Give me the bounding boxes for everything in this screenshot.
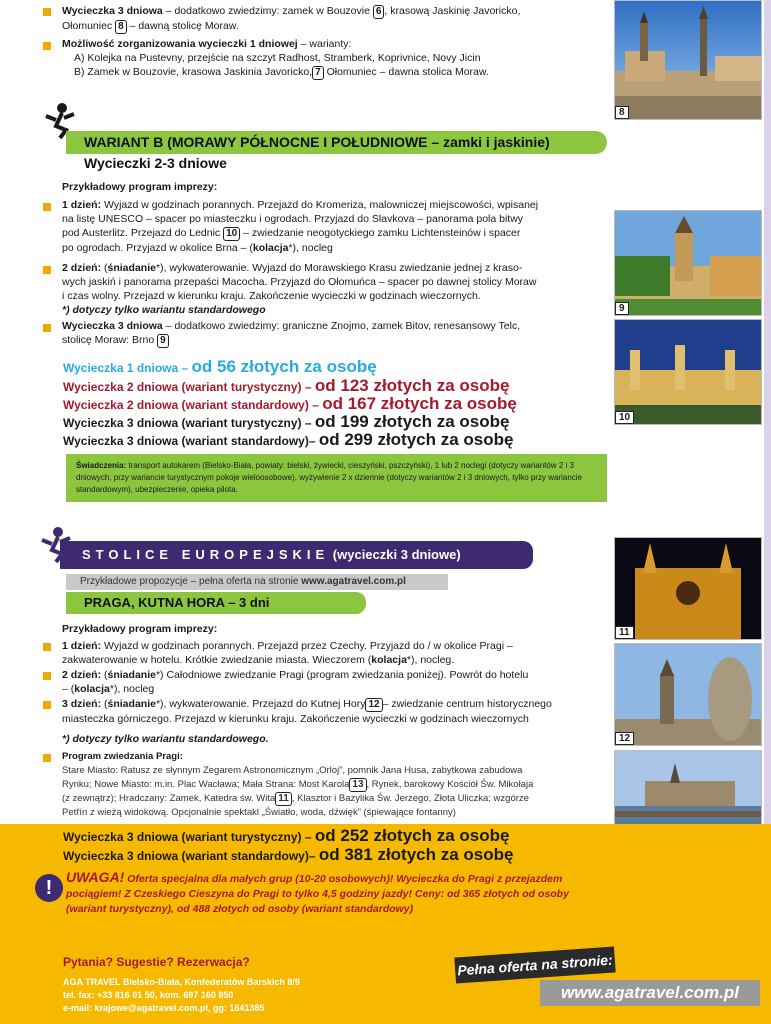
price-value: od 199 złotych za osobę: [314, 412, 510, 431]
bold-text: UWAGA!: [66, 869, 125, 885]
bullet-square: [43, 324, 51, 332]
bullet-square: [43, 266, 51, 274]
bold-text: 2 dzień:: [62, 262, 102, 274]
price-label: Wycieczka 2 dniowa (wariant turystyczny) –: [63, 380, 315, 394]
bullet-square: [43, 754, 51, 762]
price-value: od 56 złotych za osobę: [191, 357, 377, 376]
photo-ref-badge: 13: [349, 778, 366, 792]
day-1-text: [62, 198, 607, 255]
photo-number: 10: [615, 411, 634, 424]
bold-text: kolacja: [371, 654, 407, 666]
bold-text: Wycieczka 3 dniowa: [62, 5, 163, 17]
price-row-2: [63, 376, 509, 396]
praga-day-2: [62, 668, 607, 696]
text: , Rynek, barokowy Kościół Św. Mikołaja: [366, 779, 534, 790]
price-label: Wycieczka 3 dniowa (wariant standardowy)–: [63, 849, 319, 863]
text: (wycieczki 3 dniowe): [329, 547, 461, 562]
bold-text: Świadczenia:: [76, 461, 127, 470]
price-value: od 252 złotych za osobę: [314, 826, 510, 845]
text: Wyjazd w godzinach porannych. Przejazd przez Czechy. Przyjazd do / w okolice Pragi –: [101, 640, 513, 652]
text: , Klasztor i Bazylika Św. Jerzego, Złota Uliczka; wzgórze: [291, 793, 529, 804]
offer-label-box: Pełna oferta na stronie:: [454, 946, 615, 983]
bullet-square: [43, 8, 51, 16]
photo-lednice-svg: [615, 320, 761, 424]
text: miasteczka górniczego. Przejazd w kierunku kraju. Zakończenie wycieczki w godzinach wieczornych: [62, 713, 529, 725]
price-row-4: [63, 412, 509, 432]
photo-olomouc: [614, 0, 762, 120]
photo-olomouc-svg: [615, 1, 761, 119]
photo-ref-badge: 8: [115, 20, 127, 34]
top-bullet-1: [62, 4, 607, 34]
bold-text: śniadanie: [107, 669, 156, 681]
photo-ref-badge: 9: [157, 334, 169, 348]
price-value: od 167 złotych za osobę: [322, 394, 517, 413]
text: zakwaterowanie w hotelu. Krótkie zwiedzanie miasta. Wieczorem (: [62, 654, 372, 666]
bold-text: kolacja: [74, 683, 110, 695]
praga-note: [62, 732, 269, 746]
praga-price-row-1: [63, 826, 509, 846]
photo-ref-badge: 10: [223, 227, 240, 241]
bullet-square: [43, 42, 51, 50]
top-bullet-2: [62, 37, 607, 80]
bullet-square: [43, 672, 51, 680]
price-label: Wycieczka 2 dniowa (wariant standardowy) –: [63, 398, 323, 412]
phone: tel. fax: +33 816 01 50, kom. 697 160 850: [63, 990, 234, 1000]
footer-contact: [63, 976, 300, 1015]
bold-text: 1 dzień:: [62, 640, 102, 652]
option-b: B) Zamek w Bouzovie, krasowa Jaskinia Javoricko,: [74, 66, 313, 78]
price-label: Wycieczka 3 dniowa (wariant standardowy)–: [63, 434, 319, 448]
text: – dodatkowo zwiedzimy: graniczne Znojmo, zamek Bitov, renesansowy Telc,: [162, 320, 521, 332]
text: Przykładowe propozycje – pełna oferta na stronie: [80, 576, 302, 587]
day-3-text: [62, 319, 607, 348]
price-row-3: [63, 394, 517, 414]
text: stolicę Moraw: Brno: [62, 334, 158, 346]
photo-number: 12: [615, 732, 634, 745]
price-label: Wycieczka 3 dniowa (wariant turystyczny) –: [63, 416, 315, 430]
text: (: [101, 669, 108, 681]
text: transport autokarem (Bielsko-Biała, powiaty: bielski, żywiecki, cieszyński, pszczyński), 1 lub 2 noclegi (dotyczy wariantów 2 i 3 dniowych, przy wariancie turystycznym pokoje wieloosobowe), wyżywienie 2 x dziennie (dotyczy wariantów 2 i 3 dniowych, tylko przy wariancie standardowym), ubezpieczenie, opieka pilota.: [76, 461, 582, 494]
wariant-b-subtitle: Wycieczki 2-3 dniowe: [84, 155, 227, 171]
email: e-mail: krajowe@agatravel.com.pl, gg: 1641385: [63, 1003, 265, 1013]
note: *) dotyczy tylko wariantu standardowego: [62, 304, 266, 316]
program-label: Przykładowy program imprezy:: [62, 623, 218, 635]
text: (: [101, 262, 108, 274]
photo-charles-bridge-statue: [614, 643, 762, 746]
praga-day-1: [62, 639, 607, 667]
address: AGA TRAVEL Bielsko-Biała, Konfederatów Barskich 8/9: [63, 977, 300, 987]
photo-lednice: [614, 319, 762, 425]
text: Oferta specjalna dla małych grup (10-20 osobowych)! Wycieczka do Pragi z przejazdem pociągiem! Z Czeskiego Cieszyna do Pragi to tylko 4,5 godziny jazdy! Ceny: od 365 złotych od osoby (wariant turystyczny), od 488 złotych od osoby (wariant standardowy): [66, 873, 569, 915]
text: Ołomuniec – dawna stolica Moraw.: [323, 66, 489, 78]
photo-number: 8: [615, 106, 629, 119]
text: Wyjazd w godzinach porannych. Przejazd do Kromeriza, malowniczej miejscowości, wpisanej: [101, 199, 539, 211]
text: *), nocleg.: [406, 654, 455, 666]
text: (: [101, 698, 108, 710]
photo-ref-badge: 12: [365, 698, 382, 712]
offer-url-box[interactable]: www.agatravel.com.pl: [540, 980, 760, 1006]
text: – zwiedzanie centrum historycznego: [382, 698, 552, 710]
note: *) dotyczy tylko wariantu standardowego.: [62, 733, 269, 745]
bold-text: kolacja: [252, 242, 289, 254]
bold-text: śniadanie: [107, 262, 156, 274]
photo-number: 9: [615, 302, 629, 315]
price-value: od 123 złotych za osobę: [314, 376, 510, 395]
text: na listę UNESCO – spacer po miasteczku i ogrodach. Przyjazd do Slavkova – panorama pola bitwy: [62, 213, 524, 225]
text: po ogrodach. Przyjazd w okolice Brna – (: [62, 242, 253, 254]
photo-prague-cathedral: [614, 537, 762, 640]
bold-text: 2 dzień:: [62, 669, 102, 681]
text: *), nocleg: [288, 242, 333, 254]
text: Stare Miasto: Ratusz ze słynnym Zegarem Astronomicznym „Orloj”, pomnik Jana Husa, zabytkowa zabudowa: [62, 765, 523, 776]
photo-kromeriz-svg: [615, 211, 761, 315]
wariant-b-title: WARIANT B (MORAWY PÓŁNOCNE I POŁUDNIOWE – zamki i jaskinie): [84, 134, 550, 150]
alert-icon: !: [35, 874, 63, 902]
text: *), wykwaterowanie. Przejazd do Kutnej Hory: [155, 698, 366, 710]
price-row-5: [63, 430, 513, 450]
propozycje-text: [80, 576, 406, 587]
text: – dawną stolicę Moraw.: [126, 20, 239, 32]
text: , krasową Jaskinię Javoricko,: [384, 5, 521, 17]
bold-text: 3 dzień:: [62, 698, 102, 710]
text: i czas wolny. Przejazd w kierunku kraju. Zakończenie wycieczki w godzinach wieczornych.: [62, 290, 481, 302]
text: – (: [62, 683, 75, 695]
price-row-1: [63, 357, 377, 377]
text: – warianty:: [297, 38, 352, 50]
text: pod Austerlitz. Przejazd do Lednic: [62, 227, 224, 239]
option-a: A) Kolejka na Pustevny, przejście na szczyt Radhost, Stramberk, Koprivnice, Novy Jicin: [74, 52, 481, 64]
price-value: od 381 złotych za osobę: [318, 845, 514, 864]
program-zwiedzania: [62, 750, 607, 820]
photo-charles-bridge-statue-svg: [615, 644, 761, 745]
praga-price-row-2: [63, 845, 513, 865]
program-label: Przykładowy program imprezy:: [62, 181, 218, 193]
swiadczenia-box: [66, 454, 607, 502]
price-value: od 299 złotych za osobę: [318, 430, 514, 449]
bullet-square: [43, 701, 51, 709]
text: Petřín z wieżą widokową. Opcjonalnie spektakl „Światło, woda, dźwięk” (śpiewające fontanny): [62, 807, 456, 818]
text: *), wykwaterowanie. Wyjazd do Morawskiego Krasu zwiedzanie jednej z kraso-: [155, 262, 523, 274]
footer-question: Pytania? Sugestie? Rezerwacja?: [63, 955, 250, 969]
photo-number: 11: [615, 626, 634, 639]
photo-kromeriz: [614, 210, 762, 316]
bold-text: Możliwość zorganizowania wycieczki 1 dniowej: [62, 38, 298, 50]
text: STOLICE EUROPEJSKIE: [82, 547, 330, 562]
bullet-square: [43, 203, 51, 211]
text: – zwiedzanie neogotyckiego zamku Lichtensteinów i spacer: [240, 227, 521, 239]
day-2-text: [62, 261, 607, 317]
text: Rynku; Nowe Miasto: m.in. Plac Wacława; Mała Strana: Most Karola: [62, 779, 350, 790]
text: *) Całodniowe zwiedzanie Pragi (program zwiedzania poniżej). Powrót do hotelu: [155, 669, 529, 681]
photo-ref-badge: 6: [373, 5, 385, 19]
text: wych jaskiń i panorama przepaści Macocha. Przyjazd do Ołomuńca – spacer po dawnej stolicy Moraw: [62, 276, 537, 288]
price-label: Wycieczka 1 dniowa –: [63, 361, 192, 375]
praga-day-3: [62, 697, 607, 726]
bold-text: Wycieczka 3 dniowa: [62, 320, 163, 332]
text: Ołomuniec: [62, 20, 116, 32]
text: *), nocleg: [109, 683, 155, 695]
bold-text: 1 dzień:: [62, 199, 102, 211]
photo-ref-badge: 11: [275, 792, 292, 806]
text: (z zewnątrz); Hradczany: Zamek, Katedra św. Wita: [62, 793, 276, 804]
uwaga-text: [66, 870, 606, 917]
stolice-title: [82, 547, 461, 562]
praga-title: PRAGA, KUTNA HORA – 3 dni: [84, 595, 270, 610]
bold-text: Program zwiedzania Pragi:: [62, 751, 183, 762]
price-label: Wycieczka 3 dniowa (wariant turystyczny) –: [63, 830, 315, 844]
bold-text: śniadanie: [107, 698, 156, 710]
photo-ref-badge: 7: [312, 66, 324, 80]
bullet-square: [43, 643, 51, 651]
photo-prague-cathedral-svg: [615, 538, 761, 639]
text: – dodatkowo zwiedzimy: zamek w Bouzovie: [162, 5, 373, 17]
website-link[interactable]: www.agatravel.com.pl: [301, 576, 406, 587]
